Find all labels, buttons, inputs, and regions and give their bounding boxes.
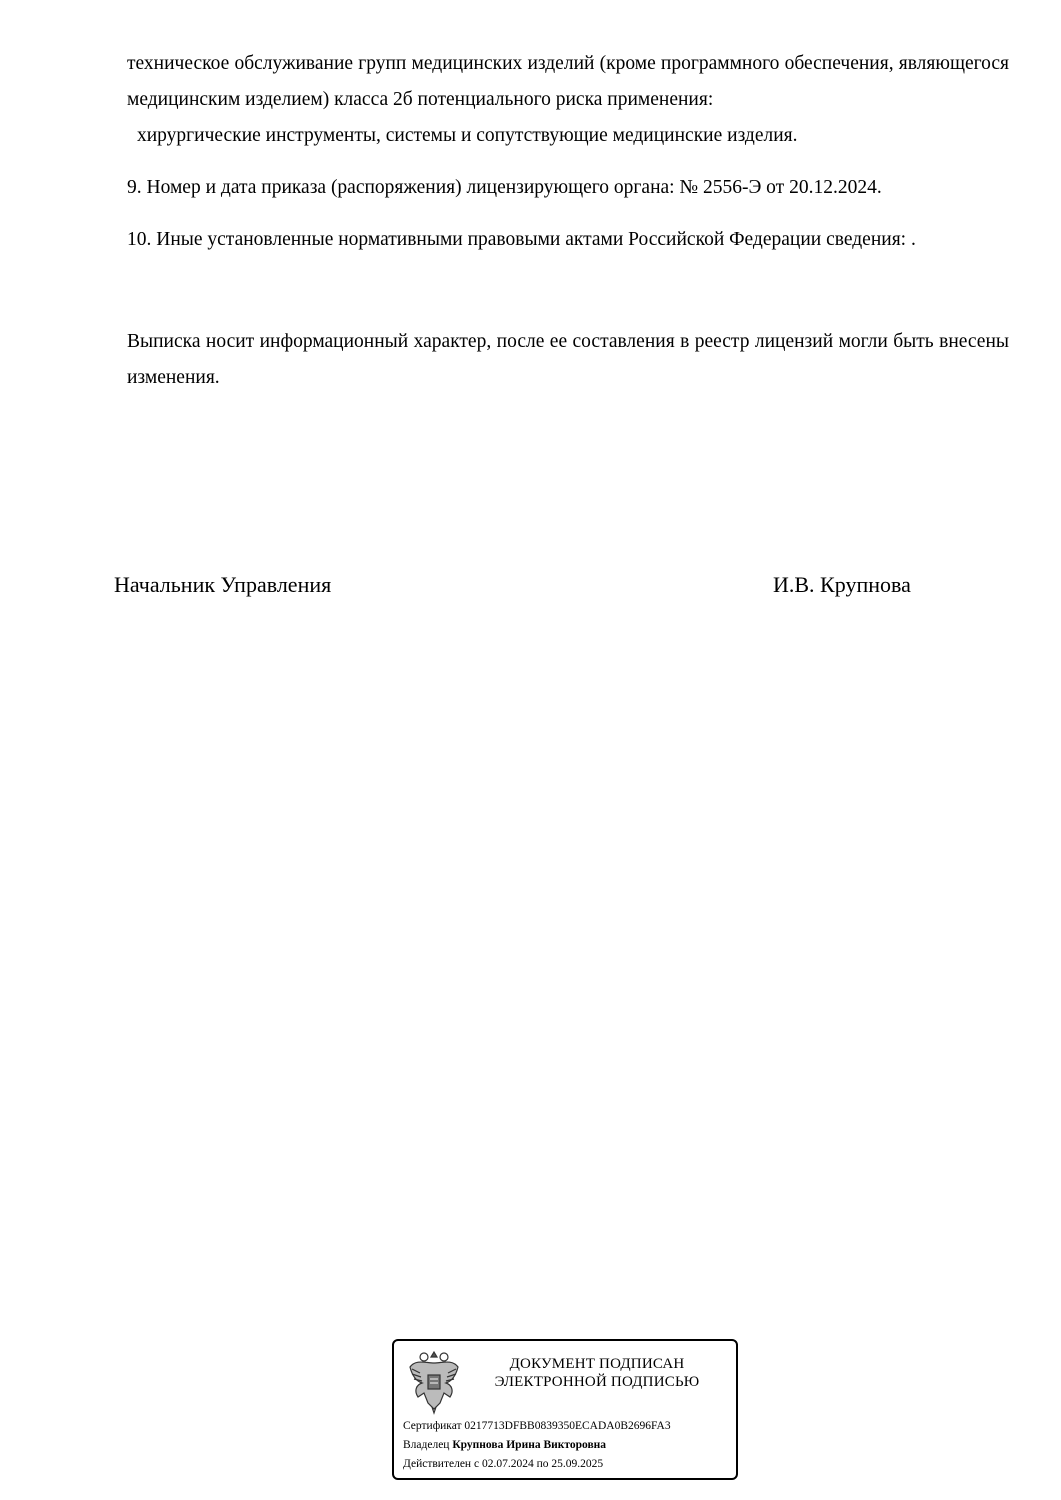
order-number-item: 9. Номер и дата приказа (распоряжения) лицензирующего органа: № 2556-Э от 20.12.2024.	[127, 177, 882, 198]
stamp-certificate	[403, 1419, 671, 1433]
owner-label: Владелец	[403, 1439, 450, 1451]
electronic-signature-stamp	[392, 1339, 738, 1480]
owner-value: Крупнова Ирина Викторовна	[452, 1439, 607, 1451]
signatory-name: И.В. Крупнова	[773, 572, 911, 597]
stamp-validity: Действителен с 02.07.2024 по 25.09.2025	[403, 1458, 604, 1470]
license-works-continuation: хирургические инструменты, системы и сопутствующие медицинские изделия.	[137, 125, 798, 146]
stamp-owner	[403, 1438, 606, 1452]
russian-coat-of-arms-icon	[406, 1349, 462, 1415]
stamp-title-line-2: ЭЛЕКТРОННОЙ ПОДПИСЬЮ	[494, 1374, 700, 1390]
certificate-label: Сертификат	[403, 1420, 462, 1432]
other-info-item: 10. Иные установленные нормативными правовыми актами Российской Федерации сведения: .	[127, 229, 916, 250]
stamp-title-line-1: ДОКУМЕНТ ПОДПИСАН	[509, 1356, 685, 1372]
certificate-value: 0217713DFBB0839350ECADA0B2696FA3	[464, 1420, 671, 1432]
stamp-title	[474, 1355, 720, 1391]
disclaimer-note: Выписка носит информационный характер, после ее составления в реестр лицензий могли быть внесены изменения.	[127, 331, 1009, 388]
license-works-text: техническое обслуживание групп медицинских изделий (кроме программного обеспечения, являющегося медицинским изделием) класса 2б потенциального риска применения:	[127, 53, 1009, 110]
signatory-position: Начальник Управления	[114, 572, 332, 597]
license-works-paragraph	[127, 46, 1009, 154]
